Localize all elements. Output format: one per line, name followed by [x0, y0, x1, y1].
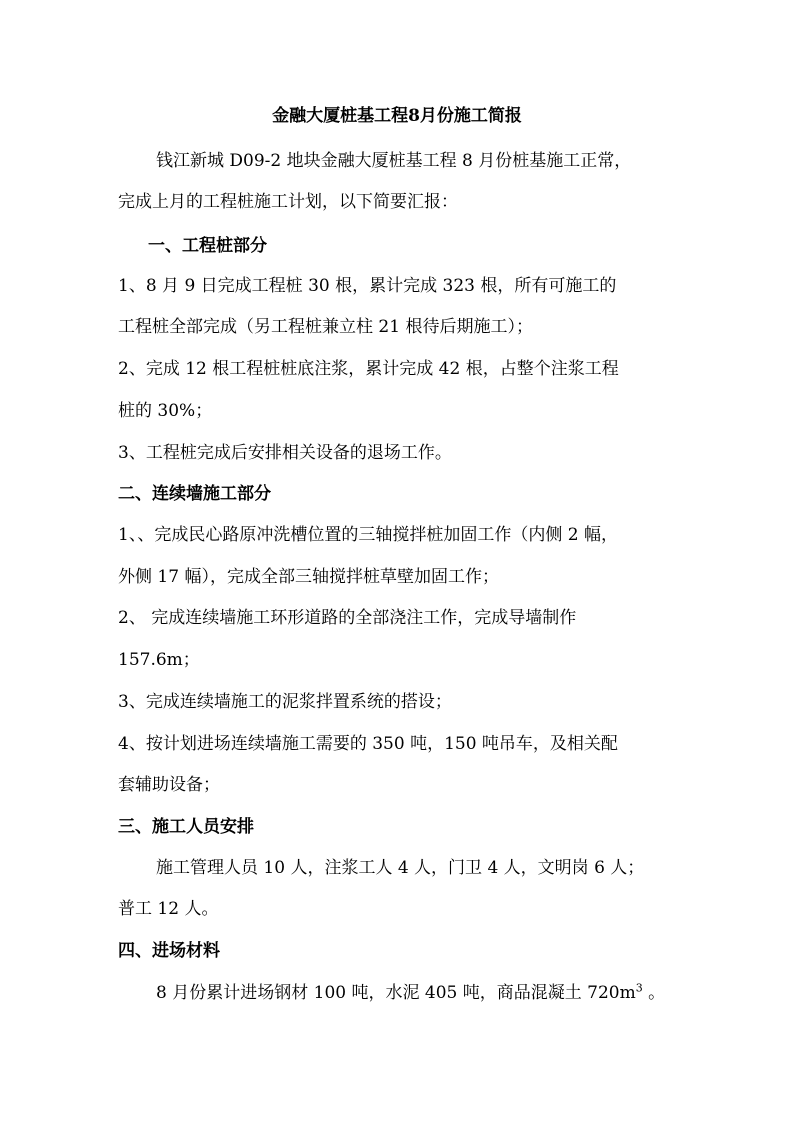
section4-heading: 四、进场材料	[118, 941, 220, 961]
section2-heading: 二、连续墙施工部分	[118, 484, 271, 504]
section2-line-3: 2、 完成连续墙施工环形道路的全部浇注工作，完成导墙制作	[118, 608, 577, 628]
section4-line-superscript: 3	[635, 981, 643, 995]
document-title: 金融大厦桩基工程8月份施工简报	[272, 106, 522, 126]
section4-line-main: 8 月份累计进场钢材 100 吨，水泥 405 吨，商品混凝土 720m	[156, 983, 636, 1003]
section1-line-2: 工程桩全部完成（另工程桩兼立柱 21 根待后期施工）；	[118, 317, 533, 337]
section2-line-2: 外侧 17 幅），完成全部三轴搅拌桩草壁加固工作；	[118, 567, 499, 587]
section1-line-5: 3、工程桩完成后安排相关设备的退场工作。	[118, 443, 452, 463]
section2-line-7: 套辅助设备；	[118, 775, 220, 795]
section3-heading: 三、施工人员安排	[118, 817, 254, 837]
section4-line-1	[156, 981, 678, 1005]
section4-line-end: 。	[642, 983, 666, 1003]
section2-line-4: 157.6m；	[118, 650, 200, 670]
section1-line-3: 2、完成 12 根工程桩桩底注浆，累计完成 42 根，占整个注浆工程	[118, 359, 619, 379]
section2-line-1: 1、、完成民心路原冲洗槽位置的三轴搅拌桩加固工作（内侧 2 幅，	[118, 525, 618, 545]
section1-line-4: 桩的 30%；	[118, 401, 213, 421]
section1-heading: 一、工程桩部分	[148, 236, 267, 256]
section1-line-1: 1、8 月 9 日完成工程桩 30 根，累计完成 323 根，所有可施工的	[118, 276, 617, 296]
section3-line-2: 普工 12 人。	[118, 899, 219, 919]
intro-line-1: 钱江新城 D09-2 地块金融大厦桩基工程 8 月份桩基施工正常，	[156, 151, 632, 171]
section3-line-1: 施工管理人员 10 人，注浆工人 4 人，门卫 4 人，文明岗 6 人；	[156, 858, 645, 878]
section2-line-5: 3、完成连续墙施工的泥浆拌置系统的搭设；	[118, 692, 452, 712]
section2-line-6: 4、按计划进场连续墙施工需要的 350 吨，150 吨吊车，及相关配	[118, 734, 618, 754]
intro-line-2: 完成上月的工程桩施工计划，以下简要汇报：	[118, 192, 458, 212]
